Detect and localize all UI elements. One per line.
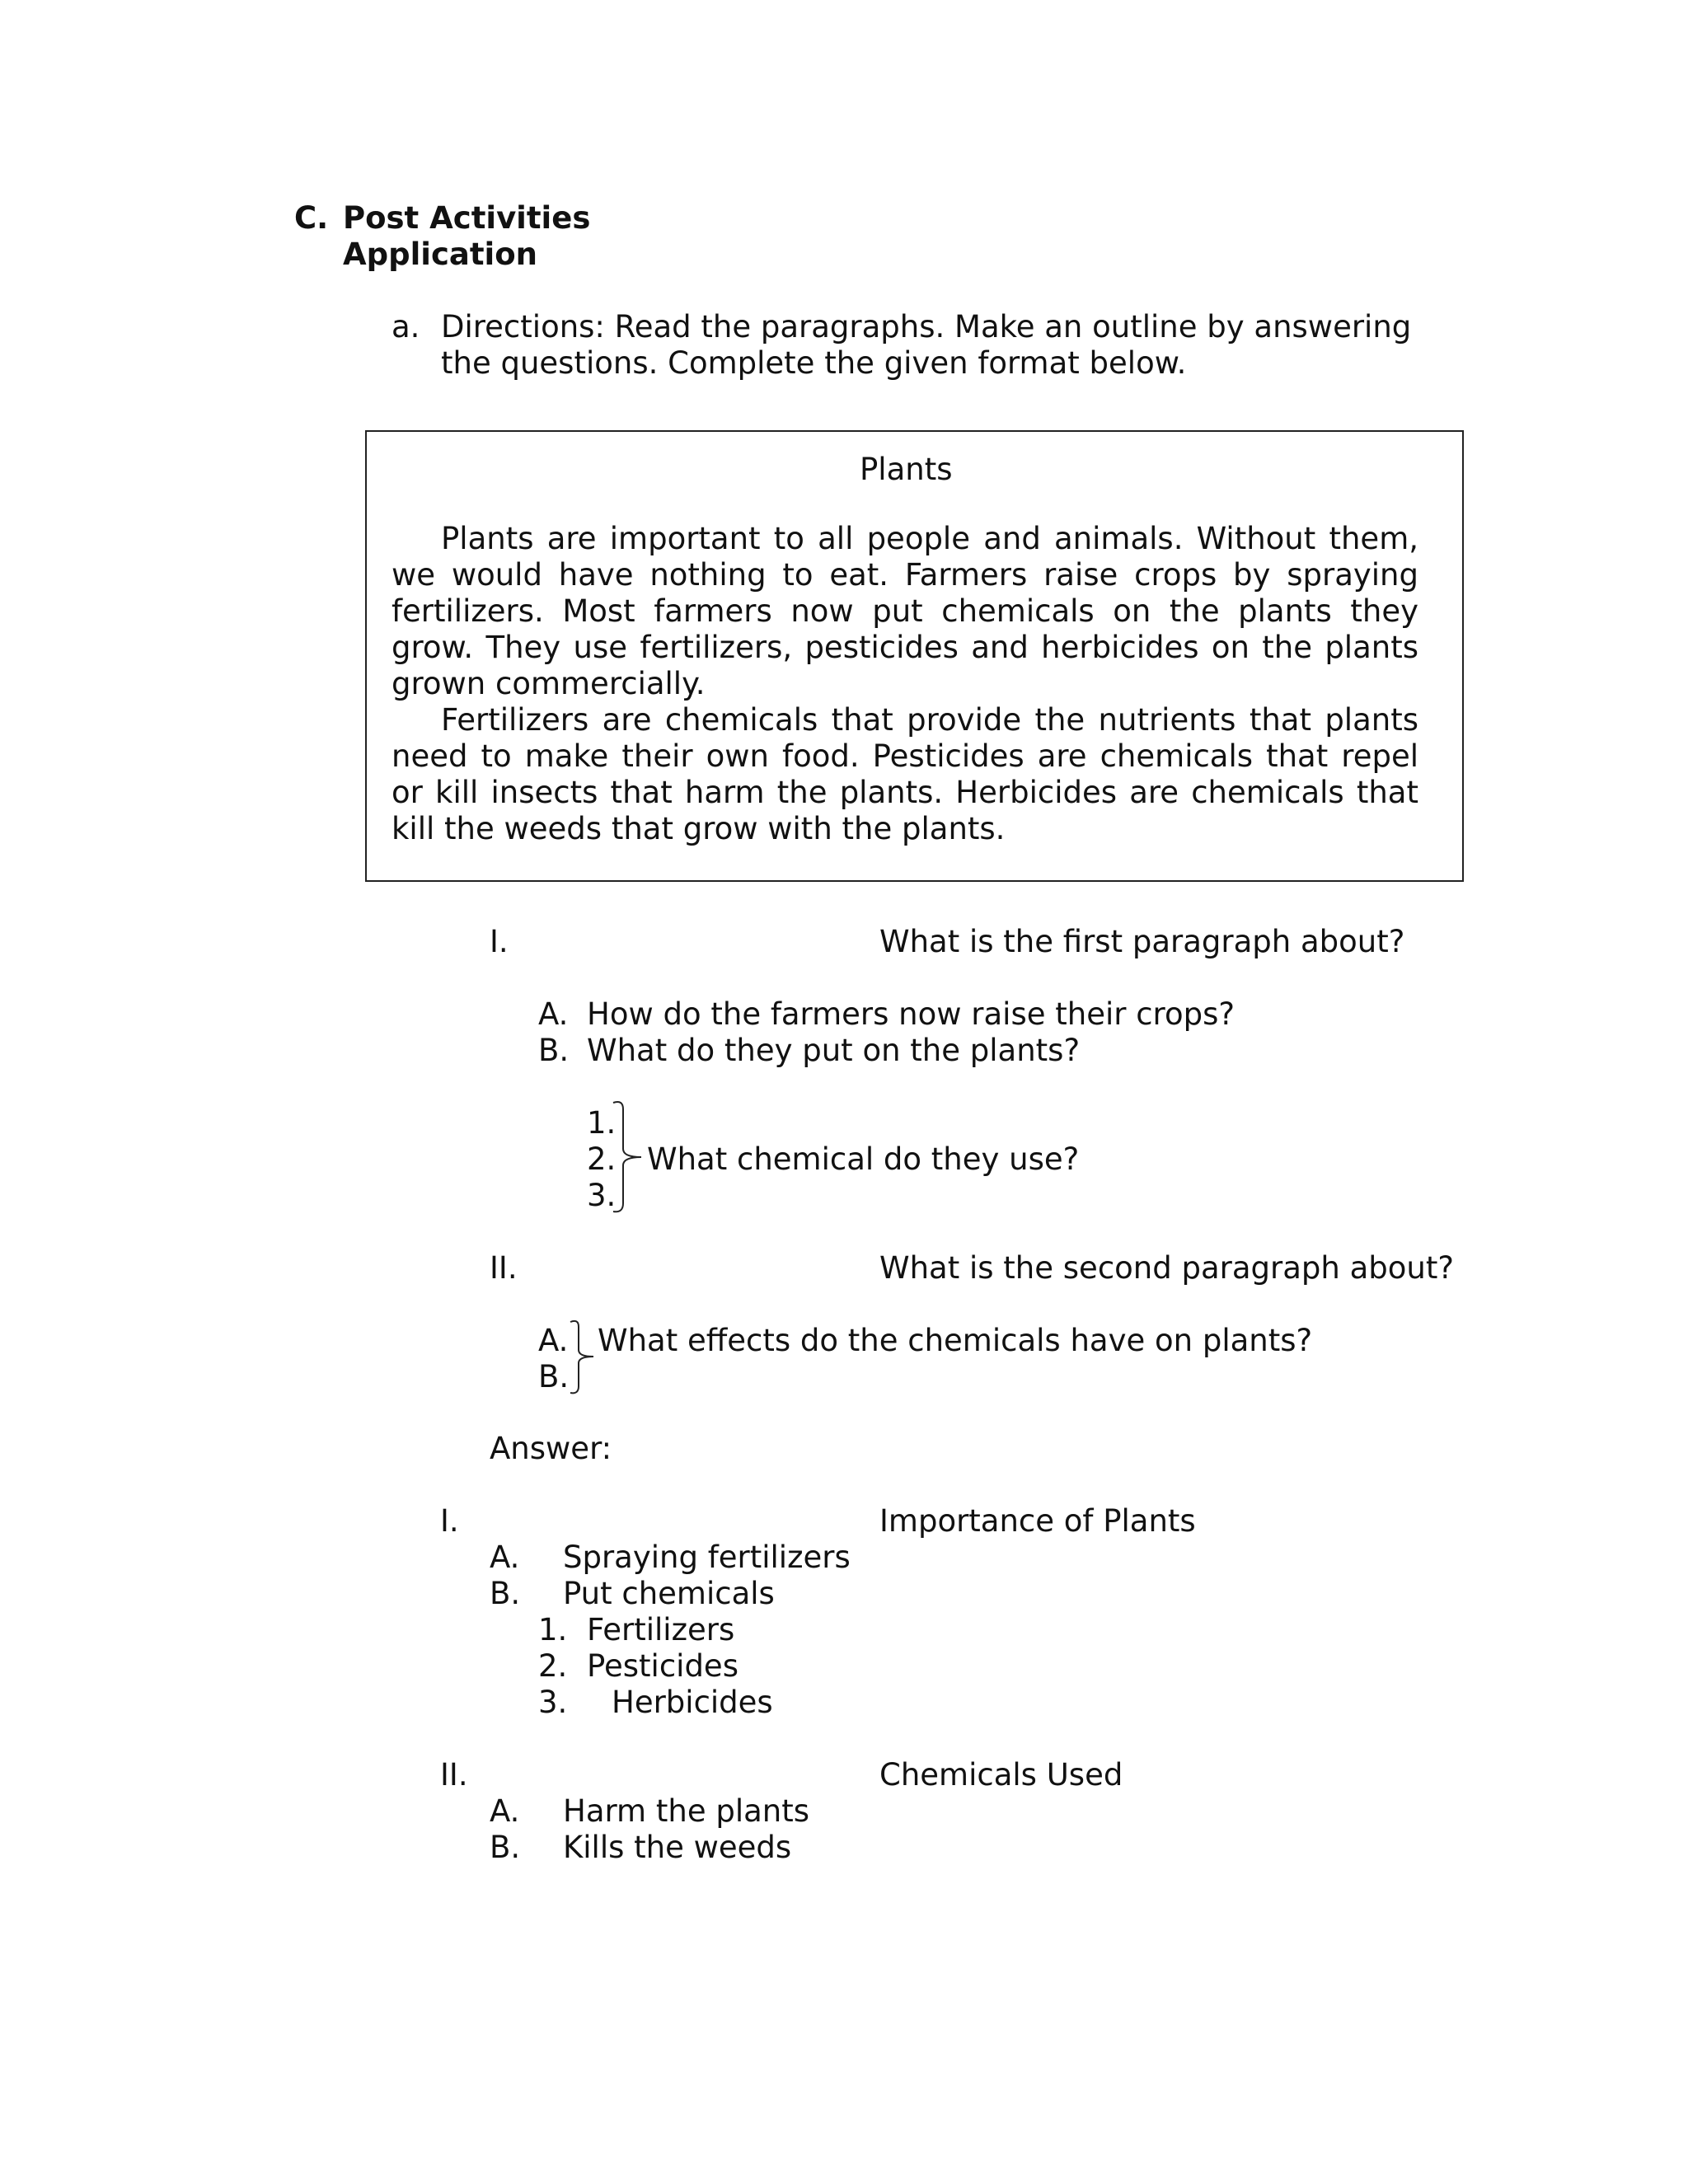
answer-label: Answer: [490,1431,612,1466]
answer-1-sub-2-text: Pesticides [587,1648,738,1684]
outline-question-2: What is the second paragraph about? [879,1250,1455,1286]
passage-title: Plants [860,452,953,487]
answer-1-sub-2-marker: 2. [538,1648,568,1684]
answer-1-b-text: Put chemicals [563,1576,775,1611]
directions-marker: a. [392,309,420,344]
outline-1-brace-question: What chemical do they use? [647,1141,1080,1177]
section-subtitle: Application [343,237,538,272]
passage-paragraph-2 [392,702,1418,847]
section-title: Post Activities [343,200,591,236]
outline-1-num-3: 3. [587,1178,617,1213]
answer-1-b-marker: B. [490,1576,521,1611]
answer-1-a-marker: A. [490,1540,520,1575]
outline-numeral-2: II. [490,1250,518,1286]
brace-icon [569,1319,602,1398]
passage-paragraph-1 [392,521,1418,702]
answer-2-b-text: Kills the weeds [563,1830,792,1865]
section-letter: C. [294,200,329,236]
answer-1-sub-1-marker: 1. [538,1612,568,1647]
passage-paragraph-2-text: Fertilizers are chemicals that provide the nutrients that plants need to make their own food. Pesticides are chemicals that repel or kill insects that harm the plants. Herbicides are chemicals that kill the weeds that grow with the plants. [392,702,1418,846]
answer-numeral-1: I. [440,1503,459,1539]
answer-1-a-text: Spraying fertilizers [563,1540,851,1575]
answer-2-a-marker: A. [490,1793,520,1829]
directions-line-2: the questions. Complete the given format below. [441,345,1187,381]
outline-1-a-question: How do the farmers now raise their crops? [587,996,1235,1032]
passage-paragraph-1-text: Plants are important to all people and animals. Without them, we would have nothing to eat. Farmers raise crops by spraying fertilizers. Most farmers now put chemicals on the plants they grow. They use fertilizers, pesticides and herbicides on the plants grown commercially. [392,521,1418,701]
outline-2-marker-b: B. [538,1359,570,1394]
outline-1-num-1: 1. [587,1105,617,1141]
answer-1-sub-3-text: Herbicides [612,1685,773,1720]
outline-1-a-marker: A. [538,996,569,1032]
outline-1-b-marker: B. [538,1033,570,1068]
answer-2-a-text: Harm the plants [563,1793,810,1829]
answer-heading-2: Chemicals Used [879,1757,1123,1793]
outline-numeral-1: I. [490,924,509,959]
directions-line-1: Directions: Read the paragraphs. Make an outline by answering [441,309,1412,344]
outline-2-brace-question: What effects do the chemicals have on plants? [598,1323,1313,1358]
answer-1-sub-1-text: Fertilizers [587,1612,735,1647]
outline-1-b-question: What do they put on the plants? [587,1033,1081,1068]
answer-numeral-2: II. [440,1757,468,1793]
outline-1-num-2: 2. [587,1141,617,1177]
answer-1-sub-3-marker: 3. [538,1685,568,1720]
outline-2-marker-a: A. [538,1323,569,1358]
outline-question-1: What is the first paragraph about? [879,924,1405,959]
answer-2-b-marker: B. [490,1830,521,1865]
answer-heading-1: Importance of Plants [879,1503,1196,1539]
